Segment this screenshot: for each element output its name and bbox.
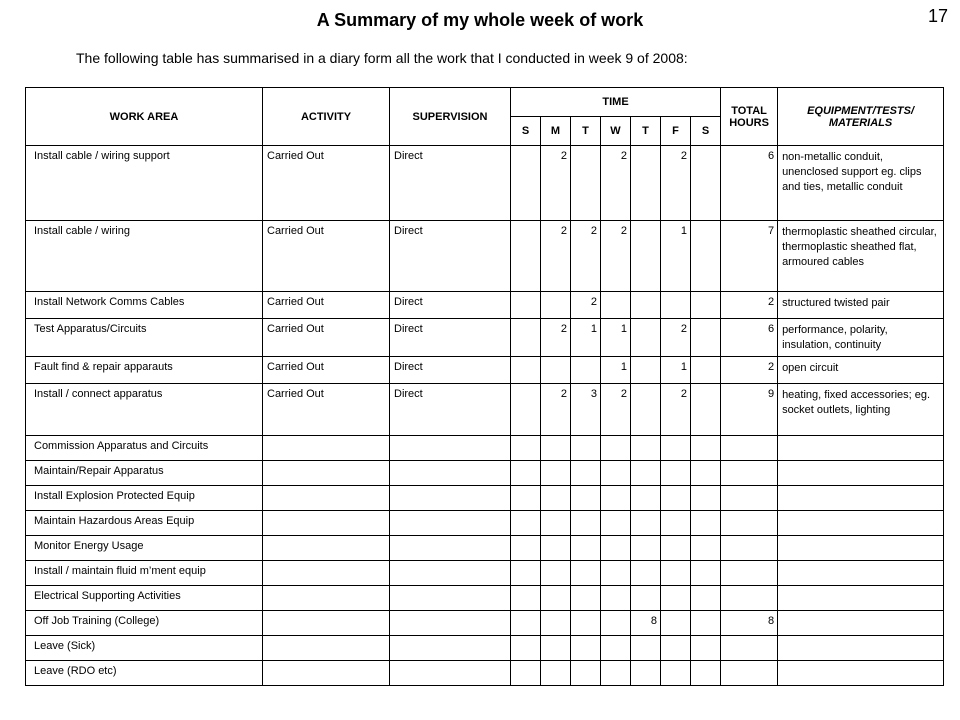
day-hours-cell [571,636,601,661]
day-hours-cell: 1 [601,319,631,357]
table-row [26,319,944,357]
day-hours-cell: 2 [601,384,631,436]
day-hours-cell [511,461,541,486]
table-body [26,146,944,686]
supervision-cell [390,661,511,686]
header-day-fri: F [661,117,691,146]
work-area-cell: Maintain Hazardous Areas Equip [26,511,263,536]
day-hours-cell: 1 [571,319,601,357]
day-hours-cell [511,319,541,357]
day-hours-cell [541,536,571,561]
subtitle: The following table has summarised in a diary form all the work that I conducted in week 9 of 2008: [76,50,688,66]
day-hours-cell [541,511,571,536]
day-hours-cell: 2 [661,146,691,221]
day-hours-cell [631,146,661,221]
supervision-cell [390,436,511,461]
header-time: TIME [511,88,721,117]
day-hours-cell [661,611,691,636]
day-hours-cell [541,461,571,486]
supervision-cell [390,511,511,536]
day-hours-cell [511,221,541,292]
activity-cell [263,611,390,636]
day-hours-cell: 2 [601,146,631,221]
work-area-cell: Fault find & repair apparauts [26,357,263,384]
header-equipment: EQUIPMENT/TESTS/ MATERIALS [778,88,944,146]
activity-cell [263,436,390,461]
day-hours-cell [511,661,541,686]
day-hours-cell [661,561,691,586]
header-day-sun: S [511,117,541,146]
day-hours-cell [571,511,601,536]
day-hours-cell [511,357,541,384]
table-row [26,461,944,486]
total-hours-cell [721,511,778,536]
day-hours-cell [691,461,721,486]
day-hours-cell [541,611,571,636]
equipment-cell [778,436,944,461]
day-hours-cell: 2 [541,221,571,292]
total-hours-cell: 6 [721,146,778,221]
table-row [26,636,944,661]
table-row [26,561,944,586]
equipment-cell: thermoplastic sheathed circular, thermoplastic sheathed flat, armoured cables [778,221,944,292]
day-hours-cell [691,384,721,436]
day-hours-cell [571,146,601,221]
header-day-mon: M [541,117,571,146]
total-hours-cell [721,486,778,511]
header-day-tue: T [571,117,601,146]
table-row [26,486,944,511]
day-hours-cell [631,357,661,384]
supervision-cell: Direct [390,292,511,319]
day-hours-cell: 2 [571,292,601,319]
header-work-area: WORK AREA [26,88,263,146]
day-hours-cell [601,561,631,586]
supervision-cell [390,486,511,511]
day-hours-cell [691,146,721,221]
work-area-cell: Test Apparatus/Circuits [26,319,263,357]
table-row [26,536,944,561]
equipment-cell: performance, polarity, insulation, continuity [778,319,944,357]
day-hours-cell [691,636,721,661]
day-hours-cell [691,319,721,357]
day-hours-cell [661,536,691,561]
equipment-cell [778,461,944,486]
day-hours-cell [691,586,721,611]
day-hours-cell [631,511,661,536]
day-hours-cell [511,436,541,461]
header-activity: ACTIVITY [263,88,390,146]
day-hours-cell: 2 [541,384,571,436]
day-hours-cell [601,611,631,636]
table-row [26,511,944,536]
day-hours-cell [541,436,571,461]
work-area-cell: Install Network Comms Cables [26,292,263,319]
day-hours-cell [691,436,721,461]
supervision-cell [390,461,511,486]
day-hours-cell [661,636,691,661]
table-row [26,436,944,461]
day-hours-cell [541,636,571,661]
header-supervision: SUPERVISION [390,88,511,146]
day-hours-cell [631,221,661,292]
day-hours-cell: 2 [541,319,571,357]
supervision-cell: Direct [390,357,511,384]
total-hours-cell: 9 [721,384,778,436]
work-area-cell: Maintain/Repair Apparatus [26,461,263,486]
header-day-wed: W [601,117,631,146]
day-hours-cell [571,436,601,461]
equipment-cell: non-metallic conduit, unenclosed support eg. clips and ties, metallic conduit [778,146,944,221]
activity-cell [263,661,390,686]
day-hours-cell [571,486,601,511]
day-hours-cell [541,357,571,384]
day-hours-cell [601,292,631,319]
header-day-sat: S [691,117,721,146]
day-hours-cell [601,511,631,536]
day-hours-cell [691,536,721,561]
total-hours-cell: 6 [721,319,778,357]
day-hours-cell [571,561,601,586]
day-hours-cell [631,461,661,486]
day-hours-cell [631,436,661,461]
day-hours-cell: 2 [661,384,691,436]
day-hours-cell [601,661,631,686]
day-hours-cell [691,511,721,536]
supervision-cell [390,586,511,611]
equipment-cell [778,486,944,511]
day-hours-cell [541,486,571,511]
table-row [26,146,944,221]
activity-cell [263,461,390,486]
day-hours-cell [631,586,661,611]
day-hours-cell [691,486,721,511]
day-hours-cell [571,661,601,686]
header-day-thu: T [631,117,661,146]
day-hours-cell [511,511,541,536]
page-number: 17 [927,6,948,26]
day-hours-cell [631,292,661,319]
work-area-cell: Commission Apparatus and Circuits [26,436,263,461]
equipment-cell [778,636,944,661]
day-hours-cell: 1 [661,357,691,384]
day-hours-cell [571,461,601,486]
day-hours-cell: 2 [601,221,631,292]
table-row [26,357,944,384]
day-hours-cell [571,536,601,561]
day-hours-cell [691,611,721,636]
equipment-cell [778,586,944,611]
day-hours-cell [571,586,601,611]
day-hours-cell: 8 [631,611,661,636]
supervision-cell [390,561,511,586]
day-hours-cell [601,636,631,661]
day-hours-cell: 3 [571,384,601,436]
equipment-cell [778,561,944,586]
table-row [26,586,944,611]
total-hours-cell [721,561,778,586]
day-hours-cell [541,561,571,586]
work-area-cell: Install cable / wiring [26,221,263,292]
day-hours-cell [601,461,631,486]
day-hours-cell [511,586,541,611]
day-hours-cell [631,636,661,661]
work-area-cell: Off Job Training (College) [26,611,263,636]
total-hours-cell: 7 [721,221,778,292]
work-area-cell: Electrical Supporting Activities [26,586,263,611]
day-hours-cell [691,561,721,586]
total-hours-cell: 2 [721,357,778,384]
activity-cell: Carried Out [263,319,390,357]
day-hours-cell [511,292,541,319]
day-hours-cell: 1 [601,357,631,384]
day-hours-cell [661,511,691,536]
total-hours-cell [721,661,778,686]
total-hours-cell [721,461,778,486]
day-hours-cell [691,661,721,686]
day-hours-cell [631,384,661,436]
supervision-cell [390,536,511,561]
day-hours-cell: 2 [571,221,601,292]
day-hours-cell [511,486,541,511]
table-row [26,384,944,436]
work-area-cell: Install / maintain fluid m’ment equip [26,561,263,586]
day-hours-cell [541,586,571,611]
day-hours-cell [511,536,541,561]
work-area-cell: Install Explosion Protected Equip [26,486,263,511]
day-hours-cell [661,486,691,511]
table-row [26,221,944,292]
supervision-cell: Direct [390,146,511,221]
day-hours-cell [601,486,631,511]
day-hours-cell [541,292,571,319]
total-hours-cell [721,436,778,461]
header-total-hours: TOTAL HOURS [721,88,778,146]
equipment-cell [778,536,944,561]
activity-cell: Carried Out [263,146,390,221]
total-hours-cell: 2 [721,292,778,319]
equipment-cell [778,611,944,636]
supervision-cell [390,611,511,636]
activity-cell [263,636,390,661]
table-row [26,292,944,319]
day-hours-cell [661,436,691,461]
activity-cell: Carried Out [263,221,390,292]
work-area-cell: Leave (Sick) [26,636,263,661]
day-hours-cell [571,611,601,636]
day-hours-cell [601,586,631,611]
day-hours-cell: 2 [661,319,691,357]
supervision-cell [390,636,511,661]
page-title: A Summary of my whole week of work [316,10,644,30]
work-area-cell: Install cable / wiring support [26,146,263,221]
day-hours-cell [511,384,541,436]
activity-cell [263,486,390,511]
table-row [26,661,944,686]
equipment-cell [778,661,944,686]
activity-cell [263,561,390,586]
day-hours-cell [631,561,661,586]
total-hours-cell [721,536,778,561]
day-hours-cell: 1 [661,221,691,292]
day-hours-cell [601,536,631,561]
equipment-cell: heating, fixed accessories; eg. socket outlets, lighting [778,384,944,436]
day-hours-cell [511,561,541,586]
activity-cell: Carried Out [263,384,390,436]
activity-cell: Carried Out [263,292,390,319]
day-hours-cell [511,636,541,661]
day-hours-cell [691,292,721,319]
total-hours-cell [721,636,778,661]
activity-cell [263,536,390,561]
supervision-cell: Direct [390,319,511,357]
supervision-cell: Direct [390,384,511,436]
activity-cell [263,586,390,611]
day-hours-cell: 2 [541,146,571,221]
work-area-cell: Leave (RDO etc) [26,661,263,686]
day-hours-cell [511,611,541,636]
work-area-cell: Monitor Energy Usage [26,536,263,561]
equipment-cell [778,511,944,536]
day-hours-cell [601,436,631,461]
supervision-cell: Direct [390,221,511,292]
activity-cell: Carried Out [263,357,390,384]
day-hours-cell [661,292,691,319]
equipment-cell: structured twisted pair [778,292,944,319]
day-hours-cell [631,486,661,511]
day-hours-cell [661,461,691,486]
total-hours-cell [721,586,778,611]
day-hours-cell [691,221,721,292]
table-row [26,611,944,636]
equipment-cell: open circuit [778,357,944,384]
day-hours-cell [661,661,691,686]
activity-cell [263,511,390,536]
day-hours-cell [631,536,661,561]
total-hours-cell: 8 [721,611,778,636]
day-hours-cell [571,357,601,384]
day-hours-cell [631,319,661,357]
day-hours-cell [631,661,661,686]
day-hours-cell [661,586,691,611]
work-area-cell: Install / connect apparatus [26,384,263,436]
day-hours-cell [541,661,571,686]
day-hours-cell [511,146,541,221]
day-hours-cell [691,357,721,384]
work-summary-table [25,87,944,686]
